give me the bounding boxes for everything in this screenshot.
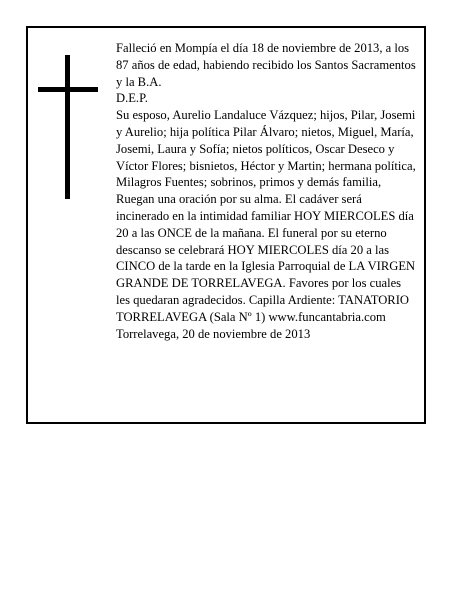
cross-icon bbox=[38, 55, 98, 199]
family-paragraph: Su esposo, Aurelio Landaluce Vázquez; hijos, Pilar, Josemi y Aurelio; hija política Pilar Álvaro; nietos, Miguel, María, Josemi, Laura y Sofía; nietos políticos, Oscar Deseco y Víctor Flores; bisnietos, Héctor y Martin; hermana política, Milagros Fuentes; sobrinos, primos y demás familia, bbox=[116, 108, 416, 190]
cross-vertical-bar bbox=[65, 55, 70, 199]
obituary-notice bbox=[26, 26, 426, 424]
cross-horizontal-bar bbox=[38, 87, 98, 92]
notice-text bbox=[116, 40, 416, 342]
dep-line: D.E.P. bbox=[116, 91, 148, 106]
announcement-paragraph: Falleció en Mompía el día 18 de noviembre de 2013, a los 87 años de edad, habiendo recibido los Santos Sacramentos y la B.A. bbox=[116, 41, 416, 89]
service-paragraph: Ruegan una oración por su alma. El cadáver será incinerado en la intimidad familiar HOY MIERCOLES día 20 a las ONCE de la mañana. El funeral por su eterno descanso se celebrará HOY MIERCOLES día 20 a las CINCO de la tarde en la Iglesia Parroquial de LA VIRGEN GRANDE DE TORRELAVEGA. Favores por los cuales les quedaran agradecidos. Capilla Ardiente: TANATORIO TORRELAVEGA (Sala Nº 1) www.funcantabria.com Torrelavega, 20 de noviembre de 2013 bbox=[116, 192, 416, 341]
